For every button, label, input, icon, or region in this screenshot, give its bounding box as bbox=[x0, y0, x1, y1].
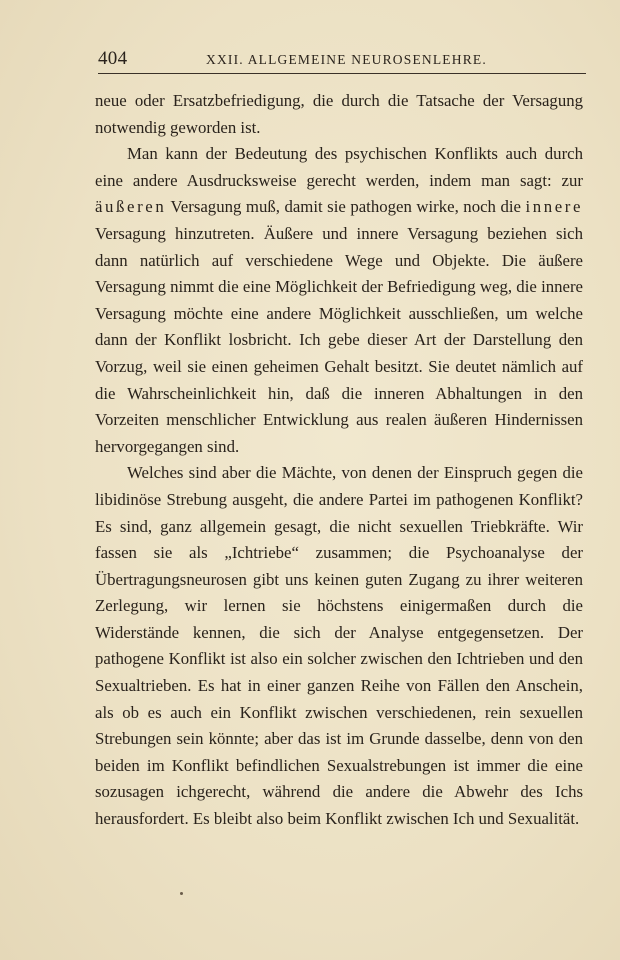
paragraph-1: neue oder Ersatzbefriedigung, die durch die Tatsache der Versagung notwendig geworden ist. bbox=[95, 91, 583, 137]
page-header bbox=[98, 48, 586, 72]
running-head: XXII. ALLGEMEINE NEUROSENLEHRE. bbox=[206, 52, 487, 67]
header-rule bbox=[98, 73, 586, 74]
paragraph-2-part-a: Man kann der Bedeutung des psychischen Konflikts auch durch eine andere Ausdrucksweise gerecht werden, indem man sagt: zur bbox=[95, 144, 583, 190]
paragraph-3: Welches sind aber die Mächte, von denen der Einspruch gegen die libidinöse Strebung ausgeht, die andere Partei im pathogenen Konflikt? Es sind, ganz allgemein gesagt, die nicht sexuellen Triebkräfte. Wir fassen sie als „Ichtriebe“ zusammen; die Psychoanalyse der Übertragungsneurosen gibt uns keinen guten Zugang zu ihrer weiteren Zerlegung, wir lernen sie höchstens einigermaßen durch die Widerstände kennen, die sich der Analyse entgegensetzen. Der pathogene Konflikt ist also ein solcher zwischen den Ichtrieben und den Sexualtrieben. Es hat in einer ganzen Reihe von Fällen den Anschein, als ob es auch ein Konflikt zwischen verschiedenen, rein sexuellen Strebungen sein könnte; aber das ist im Grunde dasselbe, denn von den beiden im Konflikt befindlichen Sexualstrebungen ist immer die eine sozusagen ichgerecht, während die andere die Abwehr des Ichs herausfordert. Es bleibt also beim Konflikt zwischen Ich und Sexualität. bbox=[95, 463, 583, 829]
page-number: 404 bbox=[98, 48, 128, 69]
paragraph-2-part-b: Versagung muß, damit sie pathogen wirke, noch die bbox=[166, 197, 526, 217]
body-text bbox=[95, 88, 583, 833]
emphasis-innere: innere bbox=[525, 197, 583, 217]
paragraph-2 bbox=[95, 141, 583, 460]
emphasis-aeusseren: äußeren bbox=[95, 197, 167, 217]
paper-speck bbox=[180, 892, 183, 895]
paragraph-2-part-c: Versagung hinzutreten. Äußere und innere Versagung beziehen sich dann natürlich auf verschiedene Wege und Objekte. Die äußere Versagung nimmt die eine Möglichkeit der Befriedigung weg, die innere Versagung möchte eine andere Möglichkeit ausschließen, um welche dann der Konflikt losbricht. Ich gebe dieser Art der Darstellung den Vorzug, weil sie einen geheimen Gehalt besitzt. Sie deutet nämlich auf die Wahrscheinlichkeit hin, daß die inneren Abhaltungen in den Vorzeiten menschlicher Entwicklung aus realen äußeren Hindernissen hervorgegangen sind. bbox=[95, 223, 583, 456]
